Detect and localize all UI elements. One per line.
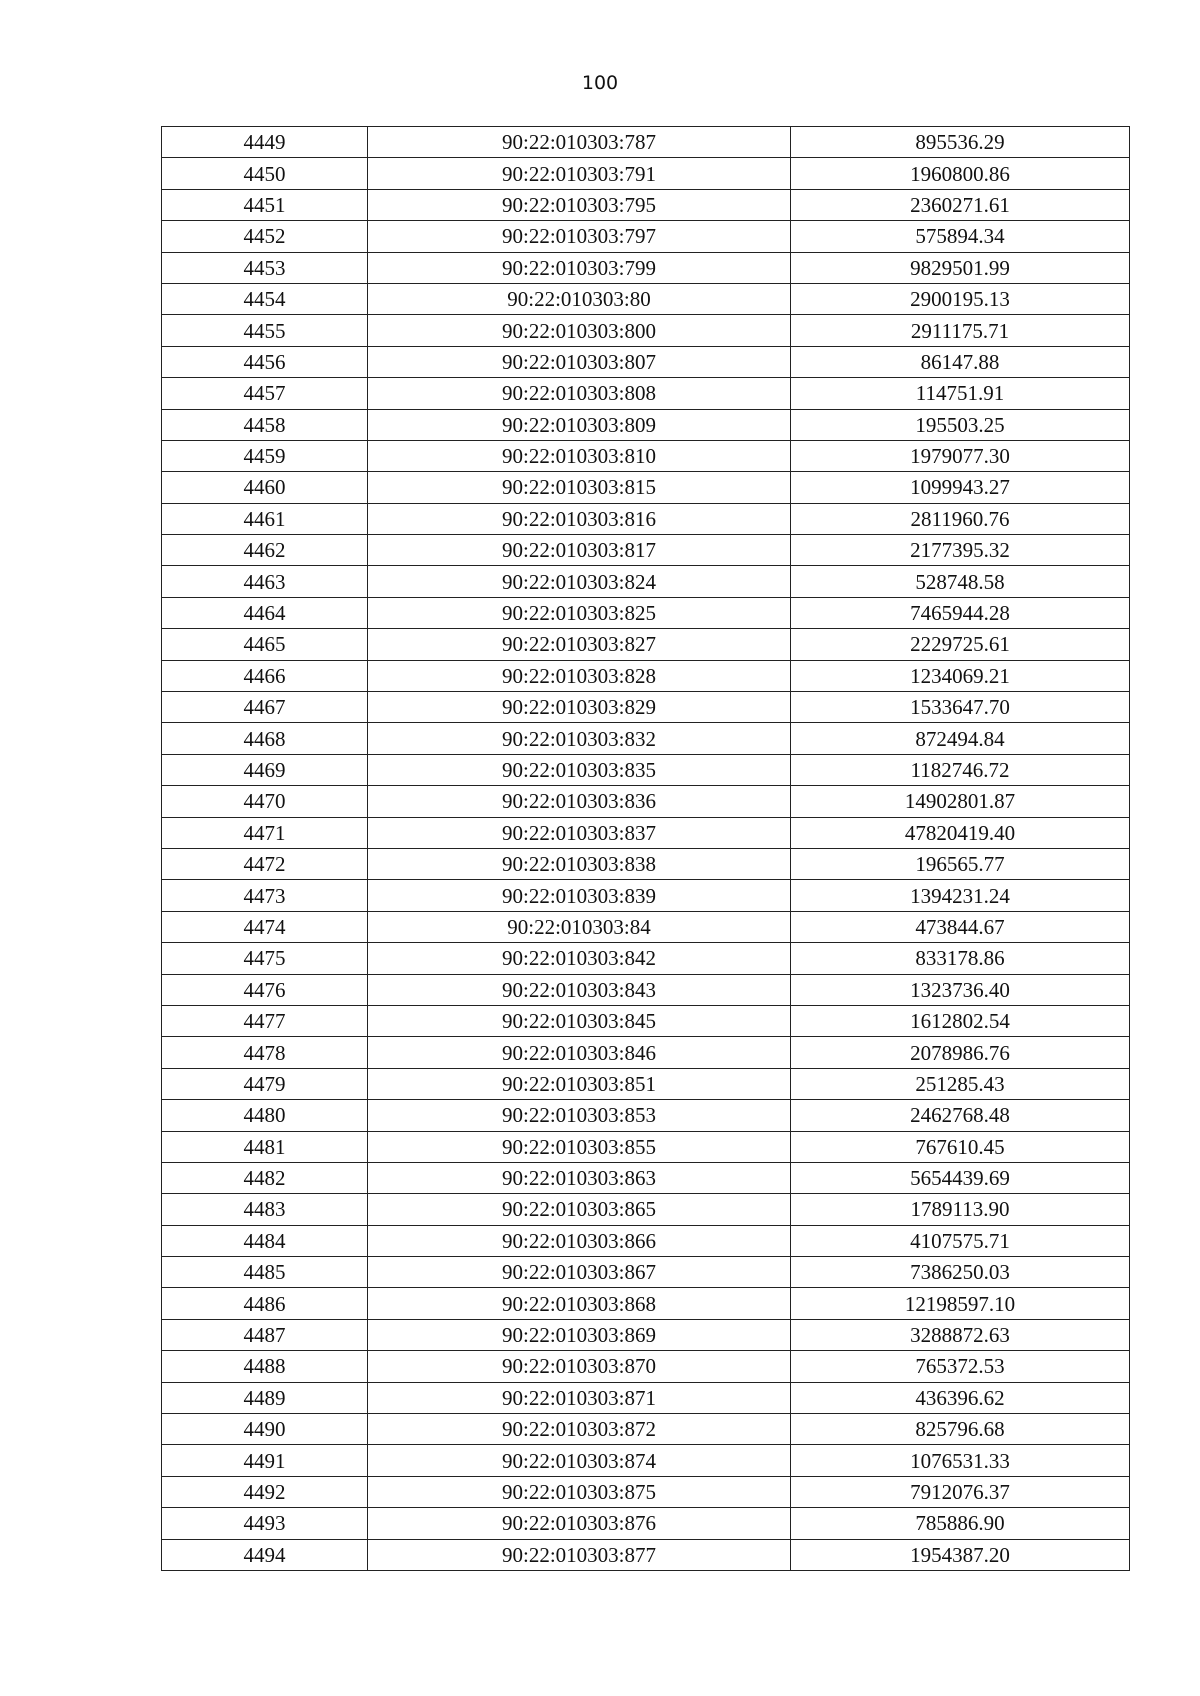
- cadastral-value-cell: 86147.88: [791, 346, 1130, 377]
- row-number-cell: 4451: [162, 189, 368, 220]
- row-number-cell: 4458: [162, 409, 368, 440]
- row-number-cell: 4482: [162, 1162, 368, 1193]
- table-row: [162, 440, 1130, 471]
- cadastral-number-cell: 90:22:010303:875: [368, 1476, 791, 1507]
- row-number-cell: 4485: [162, 1257, 368, 1288]
- cadastral-number-cell: 90:22:010303:846: [368, 1037, 791, 1068]
- table-row: [162, 1005, 1130, 1036]
- row-number-cell: 4478: [162, 1037, 368, 1068]
- cadastral-number-cell: 90:22:010303:810: [368, 440, 791, 471]
- cadastral-value-cell: 895536.29: [791, 127, 1130, 158]
- cadastral-value-cell: 1234069.21: [791, 660, 1130, 691]
- cadastral-number-cell: 90:22:010303:842: [368, 943, 791, 974]
- table-row: [162, 1068, 1130, 1099]
- row-number-cell: 4464: [162, 597, 368, 628]
- table-row: [162, 315, 1130, 346]
- row-number-cell: 4461: [162, 503, 368, 534]
- row-number-cell: 4475: [162, 943, 368, 974]
- row-number-cell: 4469: [162, 754, 368, 785]
- cadastral-value-cell: 2177395.32: [791, 535, 1130, 566]
- table-row: [162, 158, 1130, 189]
- cadastral-number-cell: 90:22:010303:815: [368, 472, 791, 503]
- cadastral-number-cell: 90:22:010303:791: [368, 158, 791, 189]
- cadastral-number-cell: 90:22:010303:837: [368, 817, 791, 848]
- table-row: [162, 1539, 1130, 1570]
- cadastral-number-cell: 90:22:010303:871: [368, 1382, 791, 1413]
- table-row: [162, 127, 1130, 158]
- cadastral-value-cell: 436396.62: [791, 1382, 1130, 1413]
- cadastral-number-cell: 90:22:010303:827: [368, 629, 791, 660]
- table-row: [162, 943, 1130, 974]
- cadastral-number-cell: 90:22:010303:843: [368, 974, 791, 1005]
- cadastral-number-cell: 90:22:010303:824: [368, 566, 791, 597]
- table-row: [162, 629, 1130, 660]
- table-row: [162, 848, 1130, 879]
- row-number-cell: 4494: [162, 1539, 368, 1570]
- cadastral-value-cell: 1182746.72: [791, 754, 1130, 785]
- cadastral-value-cell: 5654439.69: [791, 1162, 1130, 1193]
- row-number-cell: 4460: [162, 472, 368, 503]
- table-row: [162, 1288, 1130, 1319]
- table-row: [162, 911, 1130, 942]
- table-row: [162, 283, 1130, 314]
- table-row: [162, 1319, 1130, 1350]
- cadastral-value-cell: 1099943.27: [791, 472, 1130, 503]
- cadastral-number-cell: 90:22:010303:84: [368, 911, 791, 942]
- cadastral-value-cell: 2911175.71: [791, 315, 1130, 346]
- cadastral-number-cell: 90:22:010303:867: [368, 1257, 791, 1288]
- cadastral-number-cell: 90:22:010303:809: [368, 409, 791, 440]
- cadastral-value-cell: 1612802.54: [791, 1005, 1130, 1036]
- cadastral-value-cell: 12198597.10: [791, 1288, 1130, 1319]
- cadastral-value-cell: 2462768.48: [791, 1100, 1130, 1131]
- cadastral-number-cell: 90:22:010303:855: [368, 1131, 791, 1162]
- cadastral-value-cell: 825796.68: [791, 1414, 1130, 1445]
- row-number-cell: 4479: [162, 1068, 368, 1099]
- row-number-cell: 4490: [162, 1414, 368, 1445]
- table-row: [162, 252, 1130, 283]
- cadastral-value-cell: 1789113.90: [791, 1194, 1130, 1225]
- page-number: 100: [581, 72, 619, 94]
- cadastral-number-cell: 90:22:010303:872: [368, 1414, 791, 1445]
- row-number-cell: 4453: [162, 252, 368, 283]
- cadastral-number-cell: 90:22:010303:839: [368, 880, 791, 911]
- cadastral-value-cell: 195503.25: [791, 409, 1130, 440]
- row-number-cell: 4489: [162, 1382, 368, 1413]
- row-number-cell: 4456: [162, 346, 368, 377]
- row-number-cell: 4468: [162, 723, 368, 754]
- table-row: [162, 472, 1130, 503]
- cadastral-value-cell: 2360271.61: [791, 189, 1130, 220]
- cadastral-value-cell: 1394231.24: [791, 880, 1130, 911]
- cadastral-value-cell: 765372.53: [791, 1351, 1130, 1382]
- table-row: [162, 597, 1130, 628]
- row-number-cell: 4471: [162, 817, 368, 848]
- cadastral-value-table: [161, 126, 1130, 1571]
- cadastral-number-cell: 90:22:010303:853: [368, 1100, 791, 1131]
- cadastral-number-cell: 90:22:010303:876: [368, 1508, 791, 1539]
- row-number-cell: 4452: [162, 221, 368, 252]
- cadastral-number-cell: 90:22:010303:797: [368, 221, 791, 252]
- cadastral-number-cell: 90:22:010303:795: [368, 189, 791, 220]
- table-row: [162, 503, 1130, 534]
- row-number-cell: 4470: [162, 786, 368, 817]
- table-row: [162, 1194, 1130, 1225]
- table-row: [162, 1257, 1130, 1288]
- row-number-cell: 4487: [162, 1319, 368, 1350]
- cadastral-value-cell: 2811960.76: [791, 503, 1130, 534]
- cadastral-number-cell: 90:22:010303:863: [368, 1162, 791, 1193]
- row-number-cell: 4467: [162, 692, 368, 723]
- cadastral-value-cell: 7465944.28: [791, 597, 1130, 628]
- cadastral-number-cell: 90:22:010303:800: [368, 315, 791, 346]
- table-row: [162, 1162, 1130, 1193]
- row-number-cell: 4483: [162, 1194, 368, 1225]
- cadastral-value-cell: 833178.86: [791, 943, 1130, 974]
- table-row: [162, 189, 1130, 220]
- cadastral-value-cell: 14902801.87: [791, 786, 1130, 817]
- table-row: [162, 754, 1130, 785]
- table-row: [162, 1445, 1130, 1476]
- row-number-cell: 4486: [162, 1288, 368, 1319]
- cadastral-value-cell: 872494.84: [791, 723, 1130, 754]
- cadastral-value-cell: 4107575.71: [791, 1225, 1130, 1256]
- cadastral-value-cell: 196565.77: [791, 848, 1130, 879]
- table-body: [162, 127, 1130, 1571]
- cadastral-value-cell: 473844.67: [791, 911, 1130, 942]
- row-number-cell: 4493: [162, 1508, 368, 1539]
- cadastral-value-cell: 785886.90: [791, 1508, 1130, 1539]
- cadastral-value-cell: 114751.91: [791, 378, 1130, 409]
- cadastral-number-cell: 90:22:010303:80: [368, 283, 791, 314]
- row-number-cell: 4454: [162, 283, 368, 314]
- row-number-cell: 4462: [162, 535, 368, 566]
- row-number-cell: 4476: [162, 974, 368, 1005]
- row-number-cell: 4455: [162, 315, 368, 346]
- table-row: [162, 817, 1130, 848]
- table-row: [162, 1100, 1130, 1131]
- cadastral-number-cell: 90:22:010303:807: [368, 346, 791, 377]
- cadastral-number-cell: 90:22:010303:799: [368, 252, 791, 283]
- cadastral-value-cell: 7912076.37: [791, 1476, 1130, 1507]
- cadastral-number-cell: 90:22:010303:874: [368, 1445, 791, 1476]
- cadastral-number-cell: 90:22:010303:838: [368, 848, 791, 879]
- table-row: [162, 880, 1130, 911]
- cadastral-value-cell: 7386250.03: [791, 1257, 1130, 1288]
- row-number-cell: 4492: [162, 1476, 368, 1507]
- row-number-cell: 4491: [162, 1445, 368, 1476]
- row-number-cell: 4472: [162, 848, 368, 879]
- cadastral-value-cell: 9829501.99: [791, 252, 1130, 283]
- cadastral-number-cell: 90:22:010303:865: [368, 1194, 791, 1225]
- row-number-cell: 4465: [162, 629, 368, 660]
- cadastral-value-cell: 1076531.33: [791, 1445, 1130, 1476]
- row-number-cell: 4477: [162, 1005, 368, 1036]
- cadastral-number-cell: 90:22:010303:835: [368, 754, 791, 785]
- table-row: [162, 1382, 1130, 1413]
- row-number-cell: 4450: [162, 158, 368, 189]
- cadastral-value-cell: 767610.45: [791, 1131, 1130, 1162]
- row-number-cell: 4474: [162, 911, 368, 942]
- cadastral-value-cell: 528748.58: [791, 566, 1130, 597]
- table-row: [162, 1037, 1130, 1068]
- cadastral-number-cell: 90:22:010303:817: [368, 535, 791, 566]
- cadastral-number-cell: 90:22:010303:845: [368, 1005, 791, 1036]
- table-row: [162, 786, 1130, 817]
- cadastral-value-cell: 1960800.86: [791, 158, 1130, 189]
- cadastral-number-cell: 90:22:010303:828: [368, 660, 791, 691]
- table-row: [162, 1131, 1130, 1162]
- table-row: [162, 409, 1130, 440]
- cadastral-value-cell: 1533647.70: [791, 692, 1130, 723]
- table-row: [162, 1476, 1130, 1507]
- row-number-cell: 4459: [162, 440, 368, 471]
- table-row: [162, 723, 1130, 754]
- cadastral-number-cell: 90:22:010303:866: [368, 1225, 791, 1256]
- table-row: [162, 535, 1130, 566]
- cadastral-number-cell: 90:22:010303:877: [368, 1539, 791, 1570]
- row-number-cell: 4488: [162, 1351, 368, 1382]
- row-number-cell: 4457: [162, 378, 368, 409]
- cadastral-value-cell: 2229725.61: [791, 629, 1130, 660]
- table-row: [162, 1225, 1130, 1256]
- row-number-cell: 4466: [162, 660, 368, 691]
- cadastral-number-cell: 90:22:010303:836: [368, 786, 791, 817]
- cadastral-value-cell: 47820419.40: [791, 817, 1130, 848]
- cadastral-number-cell: 90:22:010303:851: [368, 1068, 791, 1099]
- table-row: [162, 346, 1130, 377]
- cadastral-number-cell: 90:22:010303:825: [368, 597, 791, 628]
- row-number-cell: 4480: [162, 1100, 368, 1131]
- table-row: [162, 378, 1130, 409]
- cadastral-number-cell: 90:22:010303:816: [368, 503, 791, 534]
- cadastral-number-cell: 90:22:010303:869: [368, 1319, 791, 1350]
- cadastral-number-cell: 90:22:010303:870: [368, 1351, 791, 1382]
- cadastral-number-cell: 90:22:010303:832: [368, 723, 791, 754]
- cadastral-number-cell: 90:22:010303:868: [368, 1288, 791, 1319]
- table-row: [162, 221, 1130, 252]
- cadastral-number-cell: 90:22:010303:808: [368, 378, 791, 409]
- cadastral-value-cell: 1954387.20: [791, 1539, 1130, 1570]
- cadastral-value-cell: 1323736.40: [791, 974, 1130, 1005]
- cadastral-value-cell: 2900195.13: [791, 283, 1130, 314]
- cadastral-number-cell: 90:22:010303:829: [368, 692, 791, 723]
- cadastral-value-cell: 3288872.63: [791, 1319, 1130, 1350]
- table-row: [162, 974, 1130, 1005]
- row-number-cell: 4463: [162, 566, 368, 597]
- cadastral-value-cell: 2078986.76: [791, 1037, 1130, 1068]
- row-number-cell: 4473: [162, 880, 368, 911]
- cadastral-value-cell: 575894.34: [791, 221, 1130, 252]
- row-number-cell: 4481: [162, 1131, 368, 1162]
- table-row: [162, 1414, 1130, 1445]
- table-row: [162, 660, 1130, 691]
- table-row: [162, 1508, 1130, 1539]
- row-number-cell: 4449: [162, 127, 368, 158]
- row-number-cell: 4484: [162, 1225, 368, 1256]
- cadastral-value-cell: 1979077.30: [791, 440, 1130, 471]
- table-row: [162, 692, 1130, 723]
- table-row: [162, 1351, 1130, 1382]
- cadastral-number-cell: 90:22:010303:787: [368, 127, 791, 158]
- cadastral-value-cell: 251285.43: [791, 1068, 1130, 1099]
- table-row: [162, 566, 1130, 597]
